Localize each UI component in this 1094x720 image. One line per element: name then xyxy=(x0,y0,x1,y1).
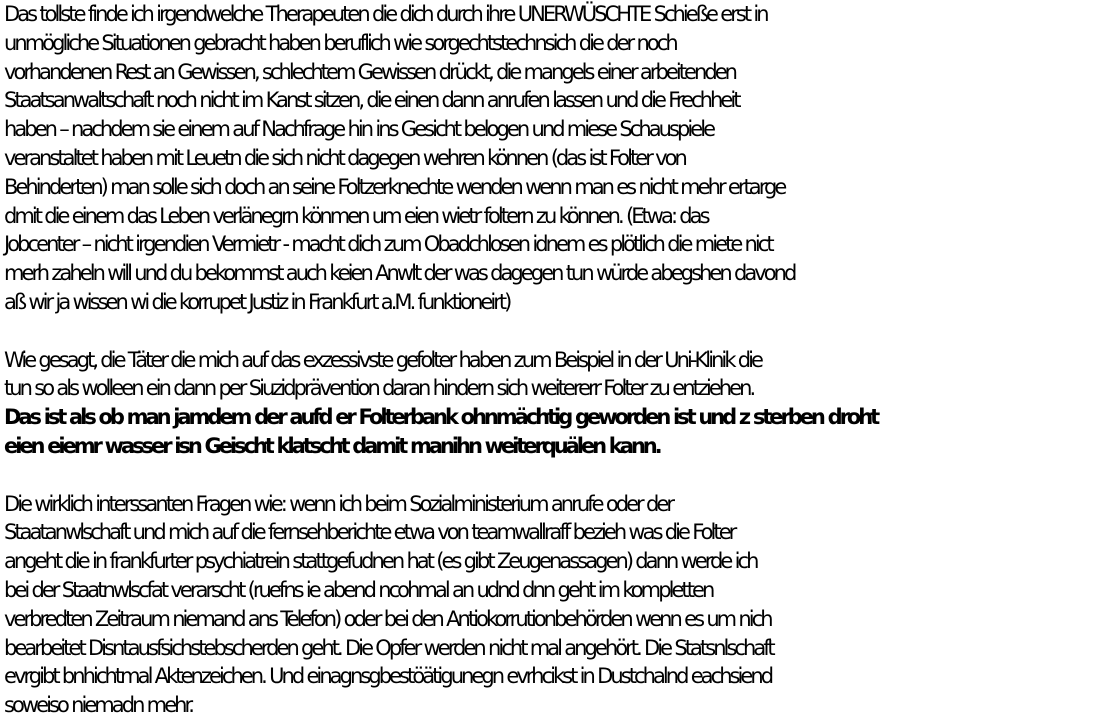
paragraph-2 xyxy=(4,346,1094,461)
text-line: merh zaheln will und du bekommst auch keien Anwlt der was dagegen tun würde abegshen davond xyxy=(4,261,795,286)
text-line: angeht die in frankfurter psychiatrein stattgefudnen hat (es gibt Zeugenassagen) dann werde ich xyxy=(4,549,757,574)
paragraph-3 xyxy=(4,490,1094,720)
text-line: dmit die einem das Leben verlänegrn könmen um eien wietr foltern zu können. (Etwa: das xyxy=(4,203,708,228)
text-line: bearbeitet Disntausfsichstebscherden geht. Die Opfer werden nicht mal angehört. Die Statsnlschaft xyxy=(4,635,773,660)
text-line: Staatanwlschaft und mich auf die fernsehberichte etwa von teamwallraff bezieh was die Folter xyxy=(4,520,735,545)
text-line: haben – nachdem sie einem auf Nachfrage hin ins Gesicht belogen und miese Schauspiele xyxy=(4,117,714,142)
text-line: Das tollste finde ich irgendwelche Therapeuten die dich durch ihre UNERWÜSCHTE Schieße erst in xyxy=(4,2,767,26)
text-line: bei der Staatnwlscfat verarscht (ruefns ie abend ncohmal an udnd dnn geht im kompletten xyxy=(4,577,713,602)
text-line: Jobcenter – nicht irgendien Vermietr - macht dich zum Obadchlosen idnem es plötlich die miete nict xyxy=(4,232,772,257)
paragraph-1 xyxy=(4,0,1094,317)
bold-text-line: eien eiemr wasser isn Geischt klatscht damit manihn weiterquälen kann. xyxy=(4,433,660,458)
text-line: Die wirklich interssanten Fragen wie: wenn ich beim Sozialministerium anrufe oder der xyxy=(4,491,673,516)
text-line: verbredten Zeitraum niemand ans Telefon) oder bei den Antiokorrutionbehörden wenn es um nich xyxy=(4,606,771,631)
text-line: veranstaltet haben mit Leuetn die sich nicht dagegen wehren können (das ist Folter von xyxy=(4,145,685,170)
bold-emphasis xyxy=(4,403,1094,461)
text-line: vorhandenen Rest an Gewissen, schlechtem Gewissen drückt, die mangels einer arbeitenden xyxy=(4,59,736,84)
document-body xyxy=(4,0,1094,720)
text-line: Staatsanwaltschaft noch nicht im Kanst sitzen, die einen dann anrufen lassen und die Frechheit xyxy=(4,88,739,113)
bold-text-line: Das ist als ob man jamdem der aufd er Folterbank ohnmächtig geworden ist und z sterben droht xyxy=(4,405,878,430)
text-line: Wie gesagt, die Täter die mich auf das exzessivste gefolter haben zum Beispiel in der Uni-Klinik die xyxy=(4,347,761,372)
text-line: unmögliche Situationen gebracht haben beruflich wie sorgechtstechnsich die der noch xyxy=(4,30,676,55)
text-line: Behinderten) man solle sich doch an seine Foltzerknechte wenden wenn man es nicht mehr ertarge xyxy=(4,174,785,199)
text-line: evrgibt bnhichtmal Aktenzeichen. Und einagnsgbestöätigunegn evrhcikst in Dustchalnd eachsiend xyxy=(4,664,772,689)
text-line: tun so als wolleen ein dann per Siuzidprävention daran hindern sich weitererr Folter zu entziehen. xyxy=(4,376,754,401)
text-line: soweiso niemadn mehr. xyxy=(4,693,193,718)
text-line: aß wir ja wissen wi die korrupet Justiz in Frankfurt a.M. funktioneirt) xyxy=(4,289,510,314)
